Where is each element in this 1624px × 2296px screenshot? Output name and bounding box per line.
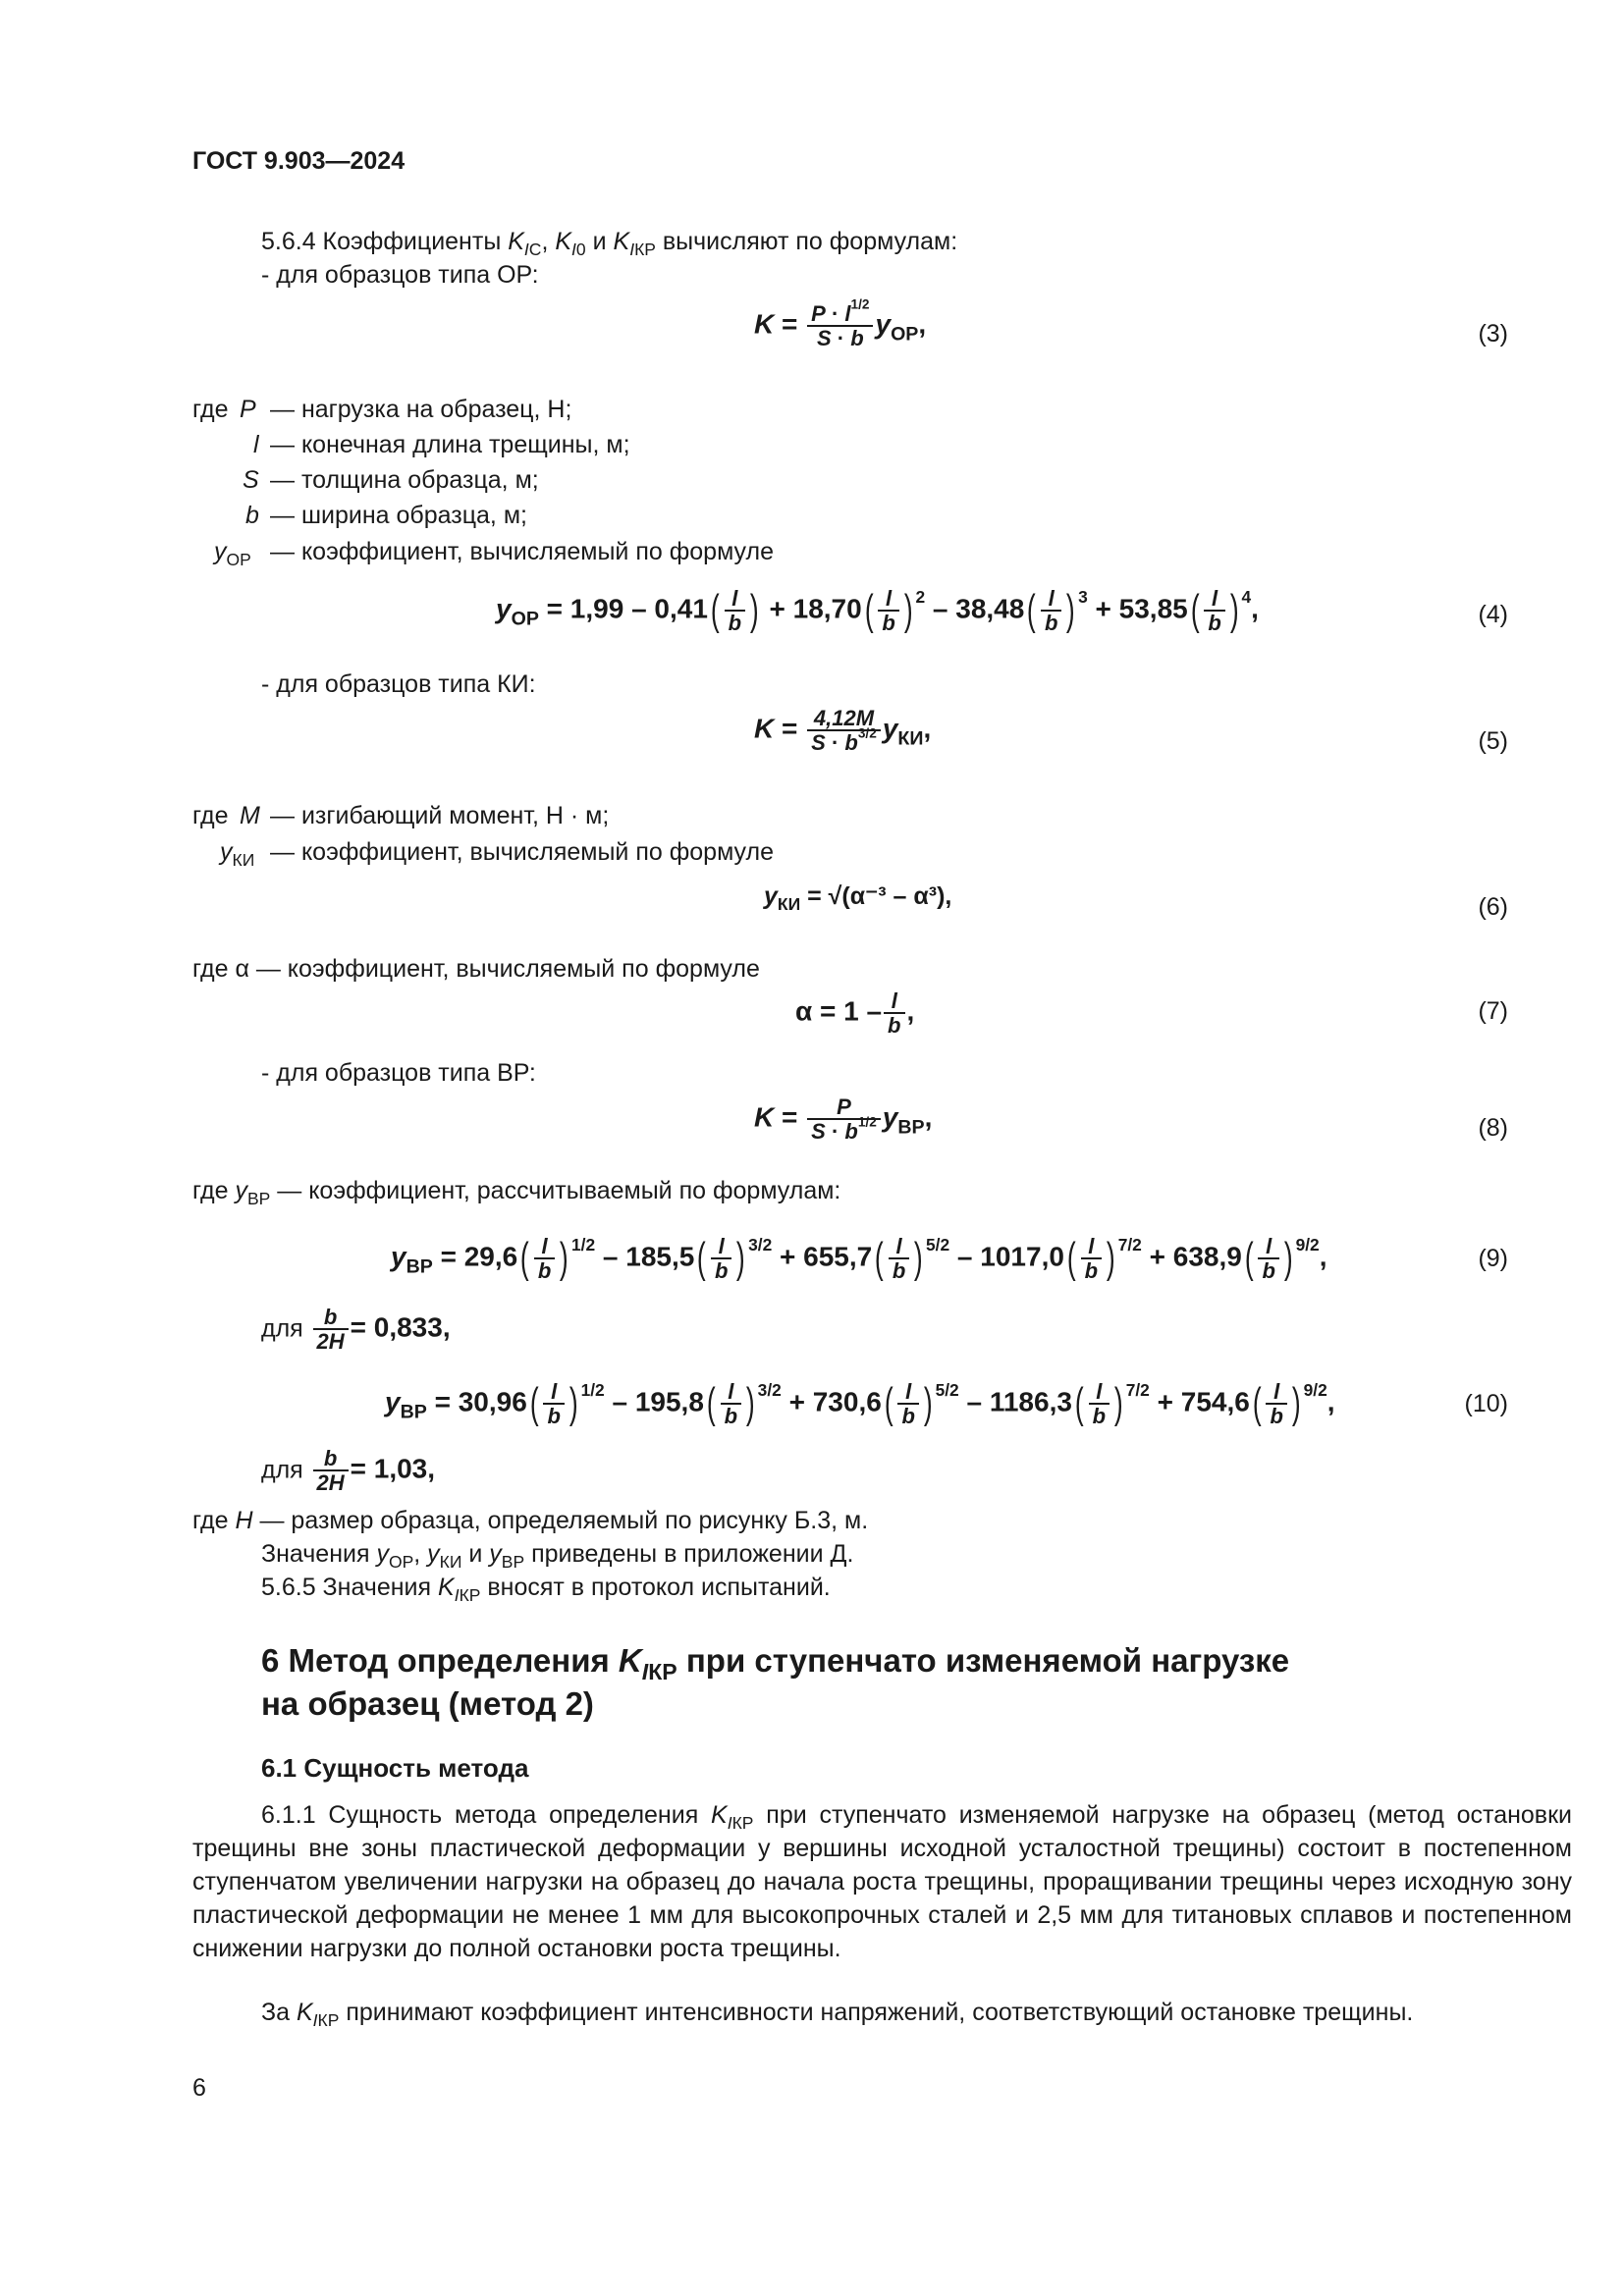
eq-y: y [882, 1101, 898, 1133]
num: l [1081, 1235, 1102, 1259]
equation-3: K = $\frac{P \cdot l^{1/2}}{S \cdot b}$ $y_{ОР}$, [754, 296, 927, 351]
exp: 9/2 [1303, 1379, 1327, 1400]
eq-K: K [754, 308, 775, 340]
sub-KR: КР [459, 1585, 481, 1606]
exp: 1/2 [850, 296, 870, 312]
exp: 3/2 [757, 1379, 782, 1400]
eq-y: y [496, 593, 512, 624]
K: K [438, 1574, 455, 1601]
den: b [901, 1404, 915, 1429]
eq-l: l [844, 301, 851, 326]
coef: + 638,9 [1149, 1241, 1242, 1272]
exp: 4 [1241, 586, 1252, 607]
def-symbol-P: P [240, 396, 256, 423]
eq-number-10: (10) [1464, 1390, 1508, 1417]
eq-y: y [764, 882, 778, 910]
exp: 3/2 [748, 1234, 773, 1255]
exp: 7/2 [1117, 1234, 1142, 1255]
exp: 1/2 [571, 1234, 596, 1255]
sub-KR: КР [648, 1659, 677, 1685]
y: y [489, 1540, 502, 1568]
num: l [1266, 1380, 1286, 1405]
text: Значения [261, 1540, 377, 1568]
den: b [888, 1013, 901, 1039]
y: y [376, 1540, 389, 1568]
equation-4: $y_{ОР} = 1,99 - 0,41$( $\frac{l}{b}$ ) + 18,70( $\frac{l}{b}$ ) $^2$ – 38,48( $\frac{l}{b}$ ) $^3$ + 53,85( $\frac{l}{b}$ ) $^4$, [496, 586, 1259, 636]
den: b [1044, 611, 1058, 636]
equation-8: K = $\frac{P}{S \cdot b^{1/2}}$ $y_{ВР}$, [754, 1095, 933, 1145]
num: l [543, 1380, 564, 1405]
eq-y: y [391, 1241, 406, 1272]
num: b [313, 1447, 349, 1471]
eq-y: y [875, 308, 892, 340]
eq6-body: = √(α⁻³ – α³), [807, 882, 952, 910]
condition-1 [261, 1306, 451, 1353]
eq-sub: КИ [777, 894, 801, 915]
vr-label: - для образцов типа ВР: [261, 1059, 536, 1087]
den: b [547, 1404, 561, 1429]
def-text: — ширина образца, м; [270, 502, 527, 529]
num: l [534, 1235, 555, 1259]
text: принимают коэффициент интенсивности напряжений, соответствующий остановке трещины. [339, 1999, 1414, 2026]
coef: = 30,96 [434, 1386, 527, 1417]
y: y [214, 538, 227, 565]
exp: 5/2 [935, 1379, 959, 1400]
den: b [537, 1258, 552, 1284]
coef: – 185,5 [602, 1241, 695, 1272]
page-number: 6 [192, 2074, 206, 2102]
alpha-def [192, 952, 760, 986]
equation-5: K = $\frac{4,12M}{S \cdot b^{3/2}}$ $y_{КИ}$, [754, 706, 932, 756]
text: вычисляют по формулам: [655, 228, 958, 255]
exp: 7/2 [1125, 1379, 1150, 1400]
for: для [261, 1456, 303, 1484]
def-text: — толщина образца, м; [270, 466, 539, 494]
coef: + 18,70 [769, 593, 862, 624]
coef: + 655,7 [780, 1241, 873, 1272]
eq-number-9: (9) [1478, 1245, 1508, 1272]
text: 5.6.5 Значения [261, 1574, 438, 1601]
ki-label: - для образцов типа КИ: [261, 670, 536, 698]
num: l [721, 1380, 741, 1405]
eq-number-4: (4) [1478, 601, 1508, 628]
sub-0: 0 [575, 240, 586, 260]
text: — коэффициент, вычисляемый по формуле [255, 955, 760, 983]
sub-I: I [454, 1585, 460, 1606]
K: K [296, 1999, 313, 2026]
num: l [1041, 587, 1061, 612]
sub-C: C [528, 240, 542, 260]
K: K [618, 1642, 642, 1679]
num: l [878, 587, 898, 612]
cond: = 0,833, [350, 1311, 451, 1343]
sub-I: I [727, 1813, 732, 1834]
coef: + 730,6 [788, 1386, 882, 1417]
paragraph-6-1-1 [192, 1798, 1572, 1965]
where-label: где [192, 802, 229, 829]
where: где [192, 1507, 229, 1534]
exp: 5/2 [926, 1234, 950, 1255]
eq-b: b [844, 1119, 858, 1145]
alpha: α [235, 955, 249, 983]
text: вносят в протокол испытаний. [480, 1574, 831, 1601]
text: За [261, 1999, 297, 2026]
text: 6.1.1 Сущность метода определения [261, 1801, 712, 1829]
equation-10: $y_{ВР} = 30,96$( $\frac{l}{b}$ ) $^{1/2}$ – 195,8( $\frac{l}{b}$ ) $^{3/2}$ + 730,6( $\frac{l}{b}$ ) $^{5/2}$ – 1186,3( $\frac{l}{b}$ ) $^{7/2}$ + 754,6( $\frac{l}{b}$ ) $^{9/2}$, [385, 1379, 1335, 1429]
conj: и [461, 1540, 490, 1568]
y: y [235, 1177, 247, 1204]
den: b [1208, 611, 1221, 636]
def-text: — конечная длина трещины, м; [270, 431, 630, 458]
paragraph-5-6-4: 5.6.4 Коэффициенты $K_{IC}$, $K_{I0}$ и $K_{IКР}$ вычисляют по формулам: [261, 228, 958, 260]
equation-9: $y_{ВР} = 29,6$( $\frac{l}{b}$ ) $^{1/2}$ – 185,5( $\frac{l}{b}$ ) $^{3/2}$ + 655,7( $\frac{l}{b}$ ) $^{5/2}$ – 1017,0( $\frac{l}{b}$ ) $^{7/2}$ + 638,9( $\frac{l}{b}$ ) $^{9/2}$, [391, 1234, 1327, 1284]
coef: + 754,6 [1157, 1386, 1250, 1417]
text: 6 Метод определения [261, 1642, 619, 1679]
paragraph-6-1-2 [192, 1996, 1572, 2029]
eq-number-5: (5) [1478, 727, 1508, 755]
eq-P: P [811, 301, 826, 326]
eq-number-6: (6) [1478, 893, 1508, 921]
where: где [192, 1177, 229, 1204]
sub-I: I [312, 2010, 318, 2031]
cond: = 1,03, [350, 1453, 436, 1484]
def-symbol-M: M [240, 802, 260, 829]
eq-sub: ВР [897, 1116, 925, 1139]
coef: – 1186,3 [966, 1386, 1072, 1417]
den: b [1092, 1404, 1107, 1429]
eq-sub: ВР [400, 1401, 427, 1423]
equation-7: α = 1 – $\frac{l}{b}$ , [795, 988, 915, 1039]
def-symbol-b: b [245, 502, 259, 529]
exp: 3/2 [857, 725, 877, 741]
eq-number-3: (3) [1478, 320, 1508, 347]
den: 2H [316, 1470, 345, 1496]
eq-y: y [385, 1386, 401, 1417]
text: — коэффициент, рассчитываемый по формулам: [277, 1177, 841, 1204]
eq-S: S [811, 730, 826, 756]
den: 2H [316, 1329, 345, 1355]
sub: КИ [232, 850, 255, 871]
conj: и [585, 228, 614, 255]
num: l [1204, 587, 1224, 612]
num: l [1089, 1380, 1110, 1405]
def-symbol-S: S [243, 466, 259, 494]
values-note: Значения $y_{ОР}$, $y_{КИ}$ и $y_{ВР}$ приведены в приложении Д. [261, 1540, 854, 1573]
exp: 2 [915, 586, 926, 607]
def-text: — изгибающий момент, Н · м; [270, 802, 610, 829]
den: b [728, 611, 742, 636]
sub-KR: КР [317, 2010, 340, 2031]
sub: ВР [246, 1189, 271, 1209]
sub-I: I [571, 240, 576, 260]
symbol-K: K [555, 228, 572, 255]
symbol-K: K [613, 228, 630, 255]
coef: – 38,48 [932, 593, 1025, 624]
section-6-title-line2: на образец (метод 2) [261, 1685, 594, 1722]
exp: 1/2 [857, 1114, 877, 1130]
den: b [1270, 1404, 1283, 1429]
document-id: ГОСТ 9.903—2024 [192, 147, 406, 175]
eq-sub: КИ [897, 727, 924, 750]
coef: = 29,6 [440, 1241, 518, 1272]
coef: + 53,85 [1095, 593, 1188, 624]
vr-def [192, 1174, 840, 1207]
fraction: $\frac{P \cdot l^{1/2}}{S \cdot b}$ [807, 302, 873, 349]
exp: 1/2 [580, 1379, 605, 1400]
num: l [711, 1235, 731, 1259]
den: b [724, 1404, 738, 1429]
def-text: — коэффициент, вычисляемый по формуле [270, 538, 775, 565]
den: b [1084, 1258, 1099, 1284]
sub: ОР [388, 1552, 414, 1573]
text: приведены в приложении Д. [524, 1540, 854, 1568]
den: b [1262, 1258, 1275, 1284]
eq-S: S [816, 326, 832, 351]
symbol-K: K [508, 228, 524, 255]
sub-KR: КР [634, 240, 656, 260]
condition-2 [261, 1447, 435, 1494]
exp: 3 [1078, 586, 1088, 607]
eq-K: K [754, 1101, 775, 1133]
coef: = 1,99 – 0,41 [546, 593, 708, 624]
eq-S: S [811, 1119, 826, 1145]
h-def [192, 1504, 868, 1537]
num: l [884, 989, 904, 1014]
eq-y: y [882, 713, 898, 744]
op-label: - для образцов типа ОР: [261, 261, 539, 289]
exp: 9/2 [1295, 1234, 1320, 1255]
sub-KR: КР [731, 1813, 754, 1834]
where-label: где [192, 396, 229, 423]
eq7-body: α = 1 – [795, 995, 883, 1027]
section-6-title [261, 1639, 1290, 1685]
K: K [711, 1801, 728, 1829]
sub-I: I [641, 1659, 649, 1685]
text: — размер образца, определяемый по рисунку Б.3, м. [259, 1507, 869, 1534]
def-symbol-y-ki [220, 835, 254, 869]
def-text: — коэффициент, вычисляемый по формуле [270, 838, 775, 866]
num: P [807, 1095, 881, 1120]
coef: – 195,8 [612, 1386, 704, 1417]
def-symbol-y-op [214, 535, 251, 568]
for: для [261, 1314, 303, 1343]
sub-I: I [629, 240, 635, 260]
num: l [1258, 1235, 1278, 1259]
equation-6 [764, 881, 952, 915]
H: H [235, 1507, 253, 1534]
sub: ВР [501, 1552, 525, 1573]
num: l [725, 587, 745, 612]
eq-K: K [754, 713, 775, 744]
den: b [715, 1258, 729, 1284]
den: b [892, 1258, 906, 1284]
def-symbol-l: l [253, 431, 259, 458]
subsection-6-1: 6.1 Сущность метода [261, 1753, 529, 1783]
where: где [192, 955, 229, 983]
den: b [882, 611, 895, 636]
sub: ОР [226, 550, 251, 570]
text: при ступенчато изменяемой нагрузке [677, 1642, 1290, 1679]
eq-b: b [850, 326, 864, 351]
y: y [220, 838, 233, 866]
sub-I: I [523, 240, 529, 260]
eq-sub: ВР [406, 1255, 433, 1278]
text: 5.6.4 Коэффициенты [261, 228, 509, 255]
coef: – 1017,0 [956, 1241, 1064, 1272]
def-text: — нагрузка на образец, Н; [270, 396, 572, 423]
y: y [427, 1540, 440, 1568]
eq-sub: ОР [891, 323, 919, 346]
eq-number-8: (8) [1478, 1114, 1508, 1142]
text: при ступенчато изменяемой нагрузке на образец (метод остановки трещины вне зоны пластической деформации у вершины исходной усталостной трещины) состоит в постепенном ступенчатом увеличении нагрузки на образец до начала роста трещины, проращивании трещины через исходную зону пластической деформации не менее 1 мм для высокопрочных сталей и 2,5 мм для титановых сплавов и постепенном снижении нагрузки до полной остановки роста трещины. [192, 1801, 1572, 1962]
num: 4,12M [807, 707, 881, 731]
num: l [889, 1235, 909, 1259]
sub: КИ [439, 1552, 462, 1573]
num: b [313, 1306, 349, 1330]
paragraph-5-6-5 [261, 1571, 831, 1604]
eq-number-7: (7) [1478, 997, 1508, 1025]
eq-b: b [844, 730, 858, 756]
eq-sub: ОР [511, 608, 539, 630]
num: l [897, 1380, 918, 1405]
